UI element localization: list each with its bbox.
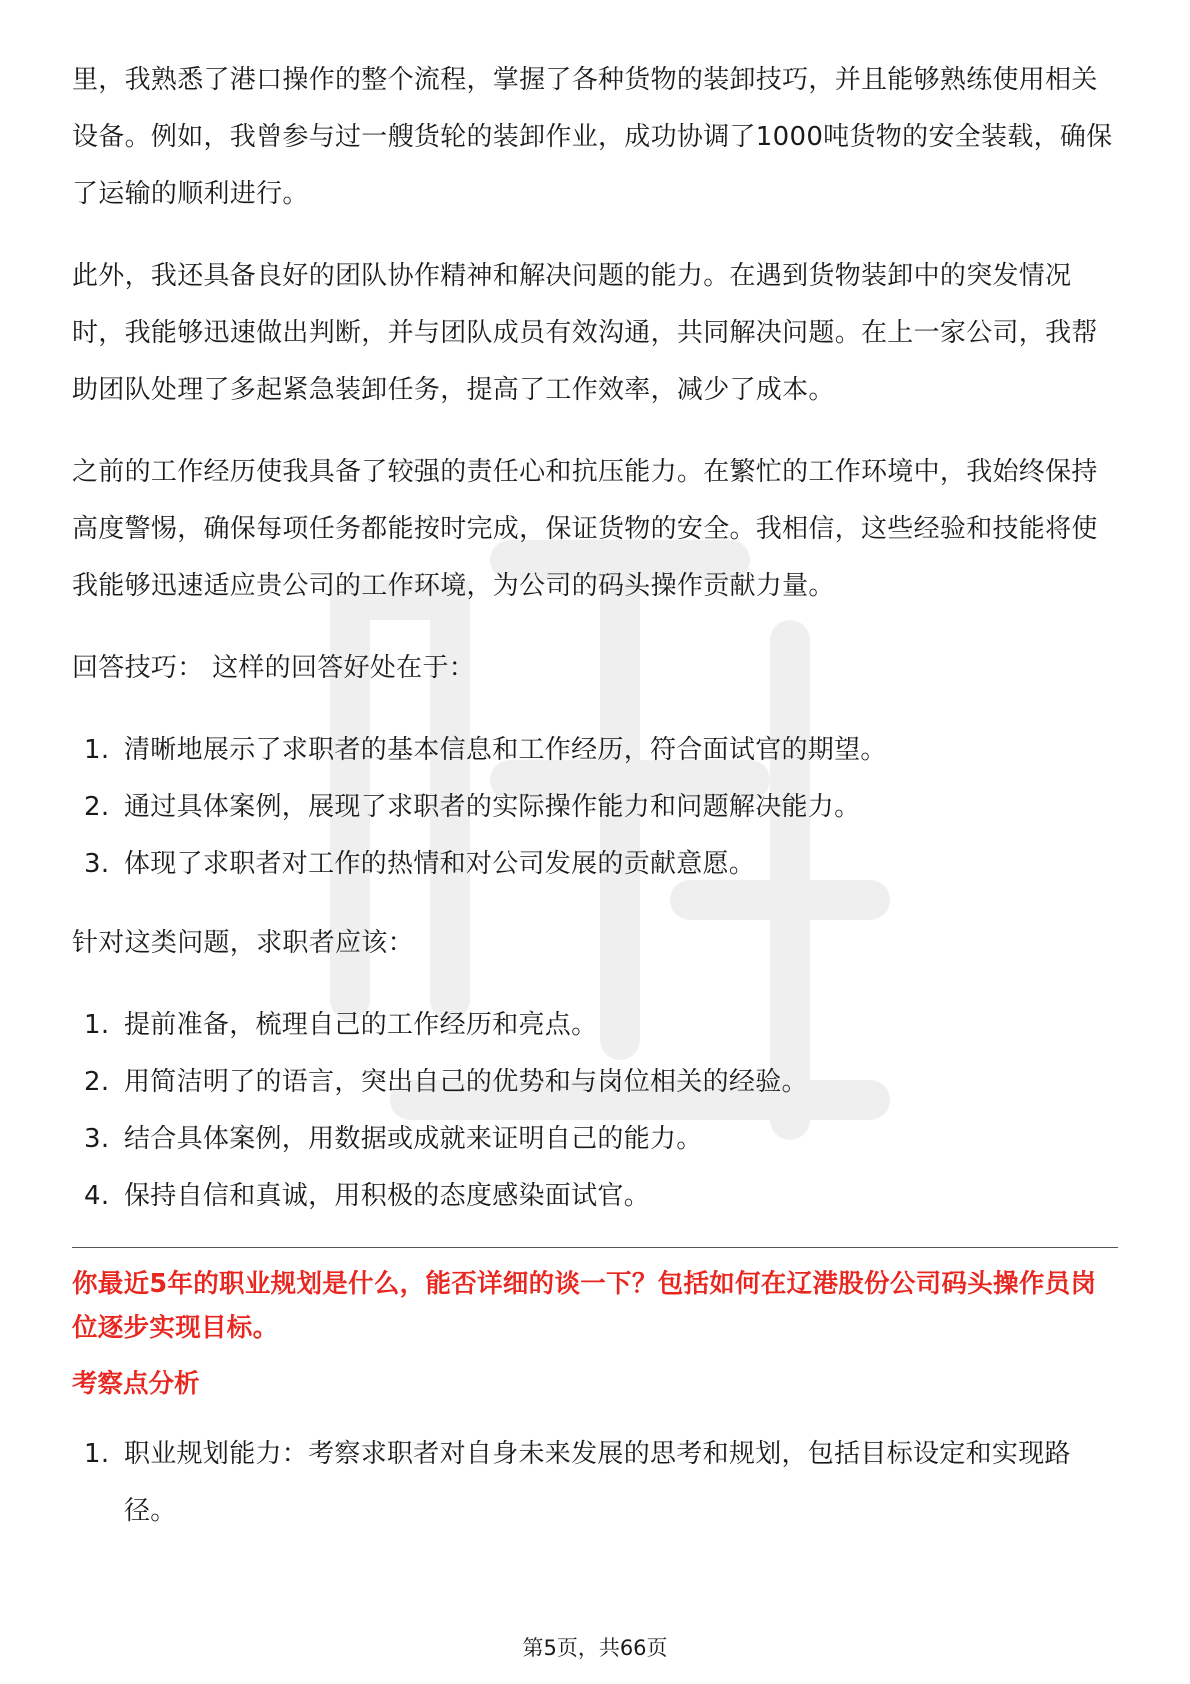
list-number: 1. <box>84 1010 110 1040</box>
tips-intro: 回答技巧： 这样的回答好处在于： <box>72 653 476 683</box>
list-item <box>72 1168 1118 1225</box>
advice-list <box>72 997 1118 1225</box>
list-number: 2. <box>84 792 110 822</box>
main-content <box>72 52 1118 1562</box>
list-item <box>72 722 1118 779</box>
list-item-text: 体现了求职者对工作的热情和对公司发展的贡献意愿。 <box>124 849 756 879</box>
page-footer: 第5页，共66页 <box>522 1636 668 1660</box>
list-item-text: 清晰地展示了求职者的基本信息和工作经历，符合面试官的期望。 <box>124 735 887 765</box>
list-item <box>72 1054 1118 1111</box>
list-number: 2. <box>84 1067 110 1097</box>
list-item-text: 通过具体案例，展现了求职者的实际操作能力和问题解决能力。 <box>124 792 861 822</box>
tips-list <box>72 722 1118 893</box>
list-item-text: 职业规划能力：考察求职者对自身未来发展的思考和规划，包括目标设定和实现路径。 <box>124 1439 1071 1526</box>
list-item <box>72 997 1118 1054</box>
list-item <box>72 1111 1118 1168</box>
list-item <box>72 836 1118 893</box>
list-item <box>72 1426 1118 1540</box>
paragraph-1: 里，我熟悉了港口操作的整个流程，掌握了各种货物的装卸技巧，并且能够熟练使用相关设备。例如，我曾参与过一艘货轮的装卸作业，成功协调了1000吨货物的安全装载，确保了运输的顺利进行。 <box>72 65 1113 209</box>
list-item-text: 提前准备，梳理自己的工作经历和亮点。 <box>124 1010 598 1040</box>
list-number: 1. <box>84 735 110 765</box>
list-item-text: 保持自信和真诚，用积极的态度感染面试官。 <box>124 1181 651 1211</box>
paragraph-3: 之前的工作经历使我具备了较强的责任心和抗压能力。在繁忙的工作环境中，我始终保持高度警惕，确保每项任务都能按时完成，保证货物的安全。我相信，这些经验和技能将使我能够迅速适应贵公司的工作环境，为公司的码头操作贡献力量。 <box>72 457 1098 601</box>
list-number: 3. <box>84 1124 110 1154</box>
interview-question: 你最近5年的职业规划是什么，能否详细的谈一下？包括如何在辽港股份公司码头操作员岗位逐步实现目标。 <box>72 1269 1097 1343</box>
advice-intro: 针对这类问题，求职者应该： <box>72 928 414 958</box>
list-item-text: 用简洁明了的语言，突出自己的优势和与岗位相关的经验。 <box>124 1067 808 1097</box>
list-item-text: 结合具体案例，用数据或成就来证明自己的能力。 <box>124 1124 703 1154</box>
paragraph-2: 此外，我还具备良好的团队协作精神和解决问题的能力。在遇到货物装卸中的突发情况时，我能够迅速做出判断，并与团队成员有效沟通，共同解决问题。在上一家公司，我帮助团队处理了多起紧急装卸任务，提高了工作效率，减少了成本。 <box>72 261 1098 405</box>
section-divider <box>72 1247 1118 1248</box>
list-number: 4. <box>84 1181 110 1211</box>
list-number: 1. <box>84 1439 110 1469</box>
list-item <box>72 779 1118 836</box>
analysis-heading: 考察点分析 <box>72 1369 200 1399</box>
analysis-list <box>72 1426 1118 1540</box>
list-number: 3. <box>84 849 110 879</box>
